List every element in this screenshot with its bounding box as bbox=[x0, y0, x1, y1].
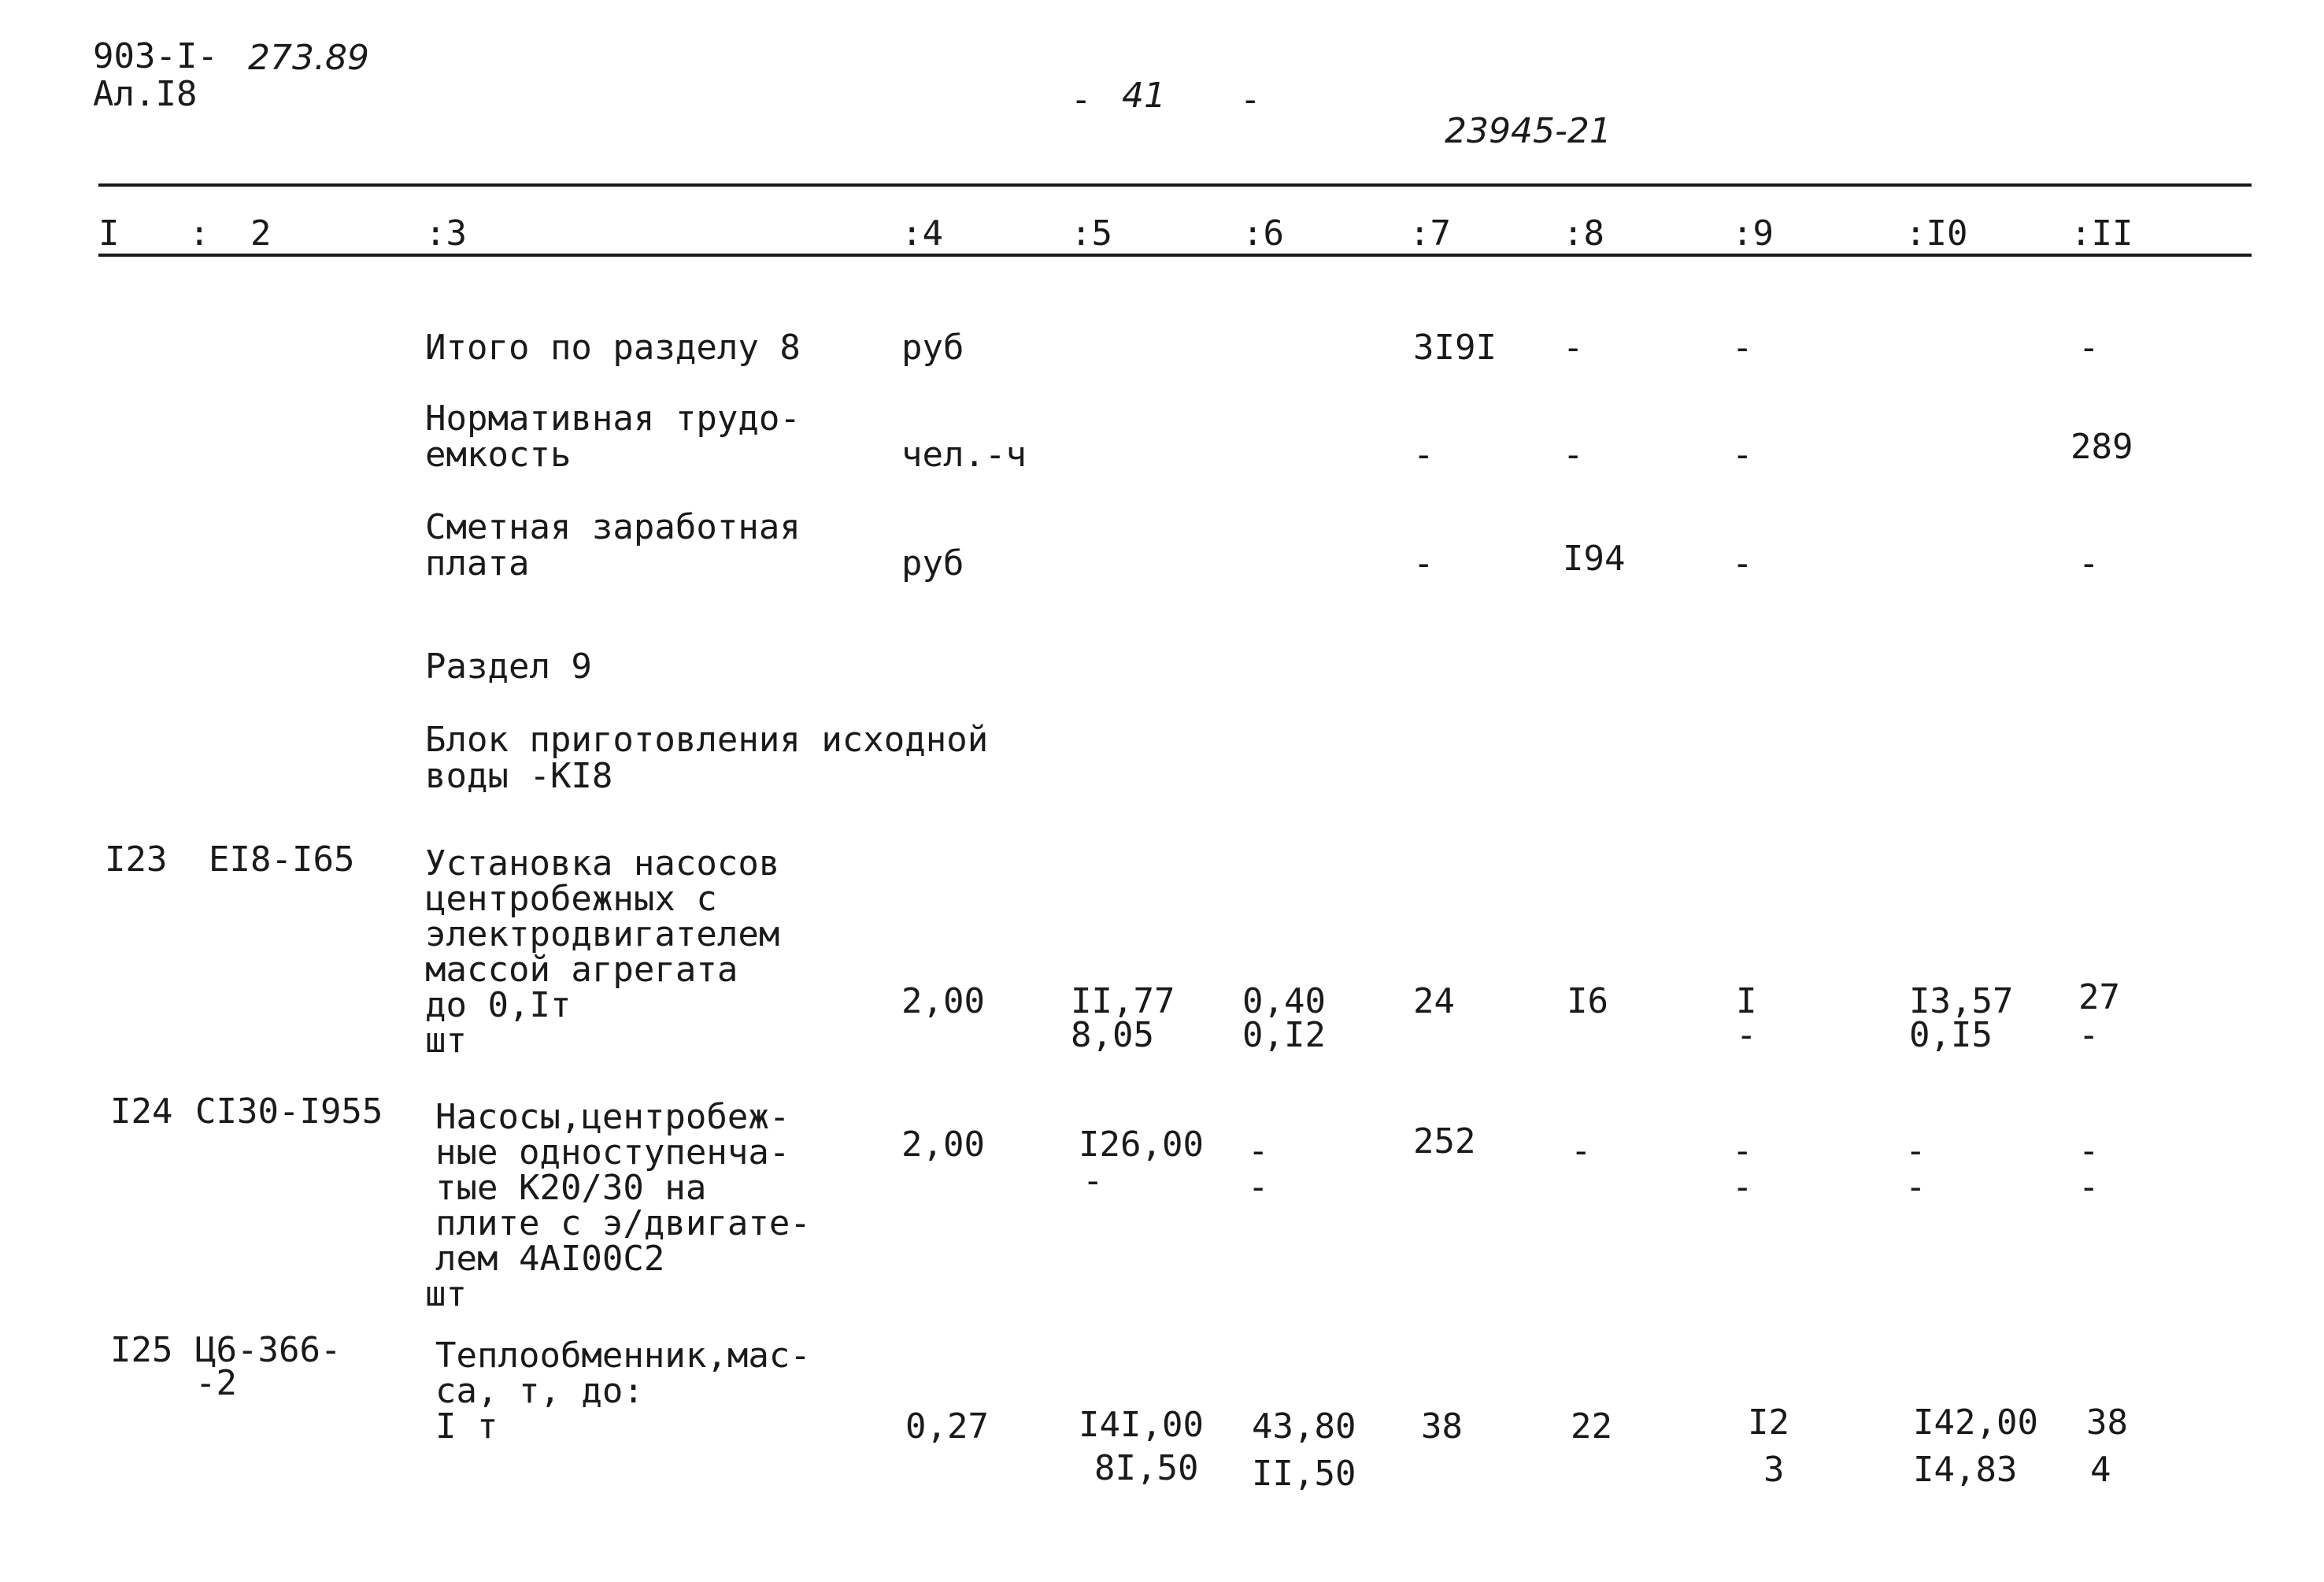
row-123-number: I23 bbox=[105, 839, 168, 880]
stamp-number: 23945-21 bbox=[1445, 111, 1612, 151]
page-dash-left: - bbox=[1071, 80, 1092, 120]
row-125-col5-top: I4I,00 bbox=[1079, 1405, 1204, 1445]
row-125-col10-top: I42,00 bbox=[1913, 1402, 2038, 1443]
row-123-desc-6: шт bbox=[425, 1021, 467, 1061]
wage-unit: руб bbox=[901, 543, 964, 584]
row-124-desc-1: Насосы,центробеж- bbox=[435, 1097, 790, 1137]
row-125-code-line2: -2 bbox=[195, 1363, 237, 1403]
labor-unit: чел.-ч bbox=[901, 435, 1027, 475]
total-col11: - bbox=[2078, 328, 2100, 368]
col-header-7: :7 bbox=[1409, 213, 1451, 254]
row-124-desc-5: лем 4АI00С2 bbox=[435, 1239, 665, 1279]
row-123-col10-top: I3,57 bbox=[1909, 981, 2014, 1021]
labor-label-line2: емкость bbox=[425, 435, 572, 475]
row-124-desc-2: ные одноступенча- bbox=[435, 1132, 790, 1173]
row-123-col6-top: 0,40 bbox=[1242, 981, 1326, 1021]
labor-col8: - bbox=[1563, 435, 1584, 475]
row-124-col9-top: - bbox=[1732, 1131, 1753, 1171]
col-header-6: :6 bbox=[1242, 213, 1284, 254]
row-125-col10-bottom: I4,83 bbox=[1913, 1450, 2018, 1490]
row-123-desc-5: до 0,Iт bbox=[425, 985, 572, 1025]
row-123-code: EI8-I65 bbox=[209, 839, 355, 880]
col-header-2: 2 bbox=[250, 213, 272, 254]
labor-label-line1: Нормативная трудо- bbox=[425, 398, 801, 439]
total-col7: 3I9I bbox=[1413, 328, 1497, 368]
page-number: 41 bbox=[1122, 76, 1166, 116]
row-124-number: I24 bbox=[110, 1091, 173, 1132]
col-header-sep: : bbox=[189, 213, 210, 254]
page-dash-right: - bbox=[1240, 80, 1261, 120]
row-124-col5-top: I26,00 bbox=[1079, 1124, 1204, 1165]
row-124-desc-4: плите с э/двигате- bbox=[435, 1203, 811, 1243]
row-125-col8: 22 bbox=[1571, 1406, 1612, 1447]
row-124-col10-top: - bbox=[1905, 1131, 1926, 1171]
col-header-9: :9 bbox=[1732, 213, 1774, 254]
row-123-col8: I6 bbox=[1567, 981, 1608, 1021]
row-125-desc-3: I т bbox=[435, 1406, 498, 1447]
wage-label-line1: Сметная заработная bbox=[425, 507, 801, 547]
row-125-col11-bottom: 4 bbox=[2090, 1450, 2111, 1490]
row-125-code-line1: Ц6-366- bbox=[195, 1330, 342, 1370]
row-124-col11-top: - bbox=[2078, 1131, 2100, 1171]
row-124-col6-top: - bbox=[1248, 1131, 1269, 1171]
col-header-8: :8 bbox=[1563, 213, 1604, 254]
row-124-col7: 252 bbox=[1413, 1121, 1476, 1161]
row-123-col5-top: II,77 bbox=[1071, 981, 1175, 1021]
row-124-col10-bottom: - bbox=[1905, 1167, 1926, 1207]
row-124-col9-bottom: - bbox=[1732, 1167, 1753, 1207]
row-123-col10-bottom: 0,I5 bbox=[1909, 1015, 1993, 1055]
row-123-col11-top: 27 bbox=[2078, 977, 2120, 1017]
doc-code-handwritten: 273.89 bbox=[248, 38, 369, 78]
row-123-col7: 24 bbox=[1413, 981, 1455, 1021]
row-125-col6-top: 43,80 bbox=[1252, 1406, 1356, 1447]
col-header-3: :3 bbox=[425, 213, 467, 254]
wage-label-line2: плата bbox=[425, 543, 530, 584]
row-123-col6-bottom: 0,I2 bbox=[1242, 1015, 1326, 1055]
row-124-col5-bottom: - bbox=[1082, 1161, 1104, 1201]
total-col9: - bbox=[1732, 328, 1753, 368]
wage-col11: - bbox=[2078, 543, 2100, 584]
col-header-11: :II bbox=[2071, 213, 2133, 254]
row-123-desc-1: Установка насосов bbox=[425, 843, 780, 884]
col-header-4: :4 bbox=[901, 213, 943, 254]
col-header-5: :5 bbox=[1071, 213, 1112, 254]
doc-code: 903-I- bbox=[93, 36, 218, 76]
labor-col7: - bbox=[1413, 435, 1434, 475]
labor-col9: - bbox=[1732, 435, 1753, 475]
row-124-code: CI30-I955 bbox=[195, 1091, 383, 1132]
row-125-col9-top: I2 bbox=[1748, 1402, 1789, 1443]
labor-col11: 289 bbox=[2071, 427, 2133, 467]
wage-col9: - bbox=[1732, 543, 1753, 584]
row-124-col6-bottom: - bbox=[1248, 1167, 1269, 1207]
row-123-desc-4: массой агрегата bbox=[425, 950, 738, 990]
row-123-desc-2: центробежных с bbox=[425, 879, 717, 919]
row-124-col8: - bbox=[1571, 1131, 1592, 1171]
row-125-col5-bottom: 8I,50 bbox=[1094, 1448, 1199, 1488]
row-124-col11-bottom: - bbox=[2078, 1167, 2100, 1207]
total-col8: - bbox=[1563, 328, 1584, 368]
row-123-desc-3: электродвигателем bbox=[425, 914, 780, 954]
row-123-col9-bottom: - bbox=[1736, 1015, 1757, 1055]
row-124-desc-3: тые К20/30 на bbox=[435, 1168, 707, 1208]
section-subtitle-line2: воды -КI8 bbox=[425, 756, 613, 796]
col-header-10: :I0 bbox=[1905, 213, 1968, 254]
row-125-desc-1: Теплообменник,мас- bbox=[435, 1336, 811, 1376]
row-123-col4: 2,00 bbox=[901, 981, 985, 1021]
row-125-col6-bottom: II,50 bbox=[1252, 1454, 1356, 1494]
album-number: Ал.I8 bbox=[93, 74, 198, 114]
row-125-col4: 0,27 bbox=[905, 1406, 989, 1447]
total-unit: руб bbox=[901, 328, 964, 368]
row-125-col11-top: 38 bbox=[2086, 1402, 2128, 1443]
row-125-desc-2: са, т, до: bbox=[435, 1371, 644, 1411]
total-label: Итого по разделу 8 bbox=[425, 328, 801, 368]
row-123-col11-bottom: - bbox=[2078, 1015, 2100, 1055]
wage-col8: I94 bbox=[1563, 539, 1626, 579]
wage-col7: - bbox=[1413, 543, 1434, 584]
row-125-col9-bottom: 3 bbox=[1763, 1450, 1785, 1490]
row-125-number: I25 bbox=[110, 1330, 173, 1370]
row-124-desc-6: шт bbox=[425, 1274, 467, 1314]
row-124-col4: 2,00 bbox=[901, 1124, 985, 1165]
section-title: Раздел 9 bbox=[425, 647, 592, 687]
header-bottom-rule bbox=[98, 254, 2252, 257]
col-header-1: I bbox=[98, 213, 120, 254]
section-subtitle-line1: Блок приготовления исходной bbox=[425, 720, 989, 760]
row-123-col5-bottom: 8,05 bbox=[1071, 1015, 1154, 1055]
row-123-col9-top: I bbox=[1736, 981, 1757, 1021]
row-125-col7: 38 bbox=[1421, 1406, 1463, 1447]
header-top-rule bbox=[98, 183, 2252, 187]
